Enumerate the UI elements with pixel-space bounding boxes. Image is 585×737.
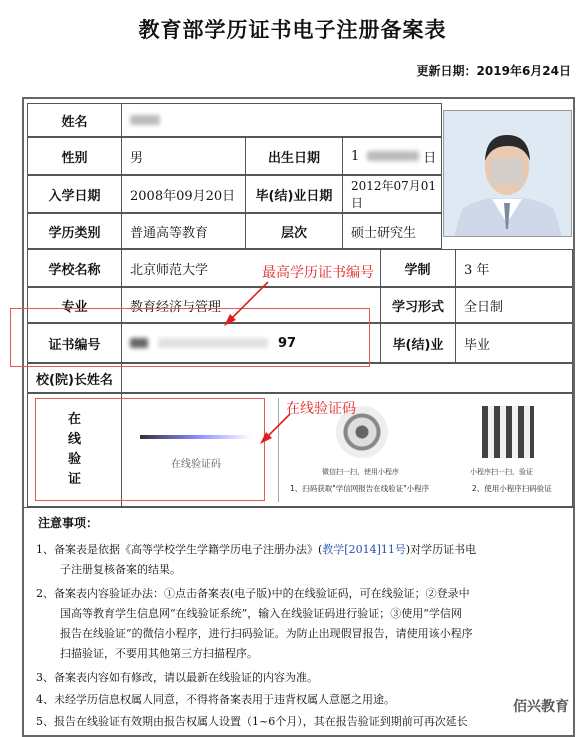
note-4: 4、未经学历信息权属人同意，不得将备案表用于违背权属人意愿之用途。: [36, 693, 395, 706]
label-president: 校(院)长姓名: [27, 363, 122, 393]
note-3: 3、备案表内容如有修改，请以最新在线验证的内容为准。: [36, 671, 318, 684]
mini-qr-icon: [482, 406, 534, 458]
value-name: [121, 103, 442, 137]
label-gender: 性别: [27, 137, 122, 175]
value-grad-status: 毕业: [455, 323, 573, 363]
note-2: 2、备案表内容验证办法：①点击备案表(电子版)中的在线验证码，可在线验证；②登录中: [36, 587, 470, 600]
verify-code-caption: 在线验证码: [171, 459, 221, 470]
regulation-link[interactable]: 教学[2014]11号: [322, 543, 406, 556]
cert-no-highlight: [10, 308, 370, 367]
updated-date: 更新日期：2019年6月24日: [416, 64, 571, 78]
watermark: 佰兴教育: [513, 699, 569, 715]
label-major: 专业: [27, 287, 122, 323]
portrait-photo: [443, 110, 572, 237]
value-gender: 男: [121, 137, 246, 175]
note-1: [36, 540, 556, 560]
verify-step-1: 1、扫码获取"学信网报告在线验证"小程序: [290, 484, 430, 493]
label-edu-type: 学历类别: [27, 213, 122, 249]
label-grad-status: 毕(结)业: [380, 323, 456, 363]
verify-arrow-icon: [258, 412, 294, 446]
value-birth-date: [342, 137, 442, 175]
label-level: 层次: [245, 213, 343, 249]
note-1-text-b: )对学历证书电: [405, 543, 477, 556]
birth-date-suffix: 日: [423, 150, 437, 166]
label-cert-no: 证书编号: [27, 323, 122, 363]
mini-hint: 小程序扫一扫，验证: [470, 468, 533, 476]
cert-no-annotation: 最高学历证书编号: [262, 265, 374, 281]
note-2-line-2: 国高等教育学生信息网“在线验证系统”，输入在线验证码进行验证；③使用“学信网: [60, 607, 462, 620]
notes-title: 注意事项：: [38, 516, 99, 530]
value-grad-date: 2012年07月01日: [342, 175, 442, 213]
label-program-length: 学制: [380, 249, 456, 287]
verify-highlight: [35, 398, 265, 501]
label-enroll-date: 入学日期: [27, 175, 122, 213]
note-1-text-a: 1、备案表是依据《高等学校学生学籍学历电子注册办法》(: [36, 543, 323, 556]
label-school: 学校名称: [27, 249, 122, 287]
label-birth-date: 出生日期: [245, 137, 343, 175]
label-study-form: 学习形式: [380, 287, 456, 323]
birth-date-prefix: 1: [351, 148, 360, 164]
note-1-cont: 子注册复核备案的结果。: [60, 563, 181, 576]
value-school: 北京师范大学: [121, 249, 381, 287]
verify-annotation: 在线验证码: [286, 401, 356, 417]
label-online-verify: 在 线 验 证: [27, 393, 122, 507]
note-2-line-4: 扫描验证，不要用其他第三方扫描程序。: [60, 647, 258, 660]
document-title: 教育部学历证书电子注册备案表: [138, 18, 447, 42]
value-major: 教育经济与管理: [121, 287, 381, 323]
label-grad-date: 毕(结)业日期: [245, 175, 343, 213]
note-2-line-3: 报告在线验证”的微信小程序，进行扫码验证。为防止出现假冒报告，请使用该小程序: [60, 627, 473, 640]
wechat-hint: 微信扫一扫，使用小程序: [322, 468, 399, 476]
cert-no-suffix: 97: [278, 335, 297, 351]
value-president: [121, 363, 573, 393]
verify-step-2: 2、使用小程序扫码验证: [472, 484, 552, 493]
label-name: 姓名: [27, 103, 122, 137]
value-edu-type: 普通高等教育: [121, 213, 246, 249]
cert-no-arrow-icon: [222, 280, 272, 328]
value-program-length: 3 年: [455, 249, 573, 287]
value-level: 硕士研究生: [342, 213, 442, 249]
value-enroll-date: 2008年09月20日: [121, 175, 246, 213]
value-study-form: 全日制: [455, 287, 573, 323]
note-5: 5、报告在线验证有效期由报告权属人设置（1~6个月），其在报告验证到期前可再次延长: [36, 715, 468, 728]
